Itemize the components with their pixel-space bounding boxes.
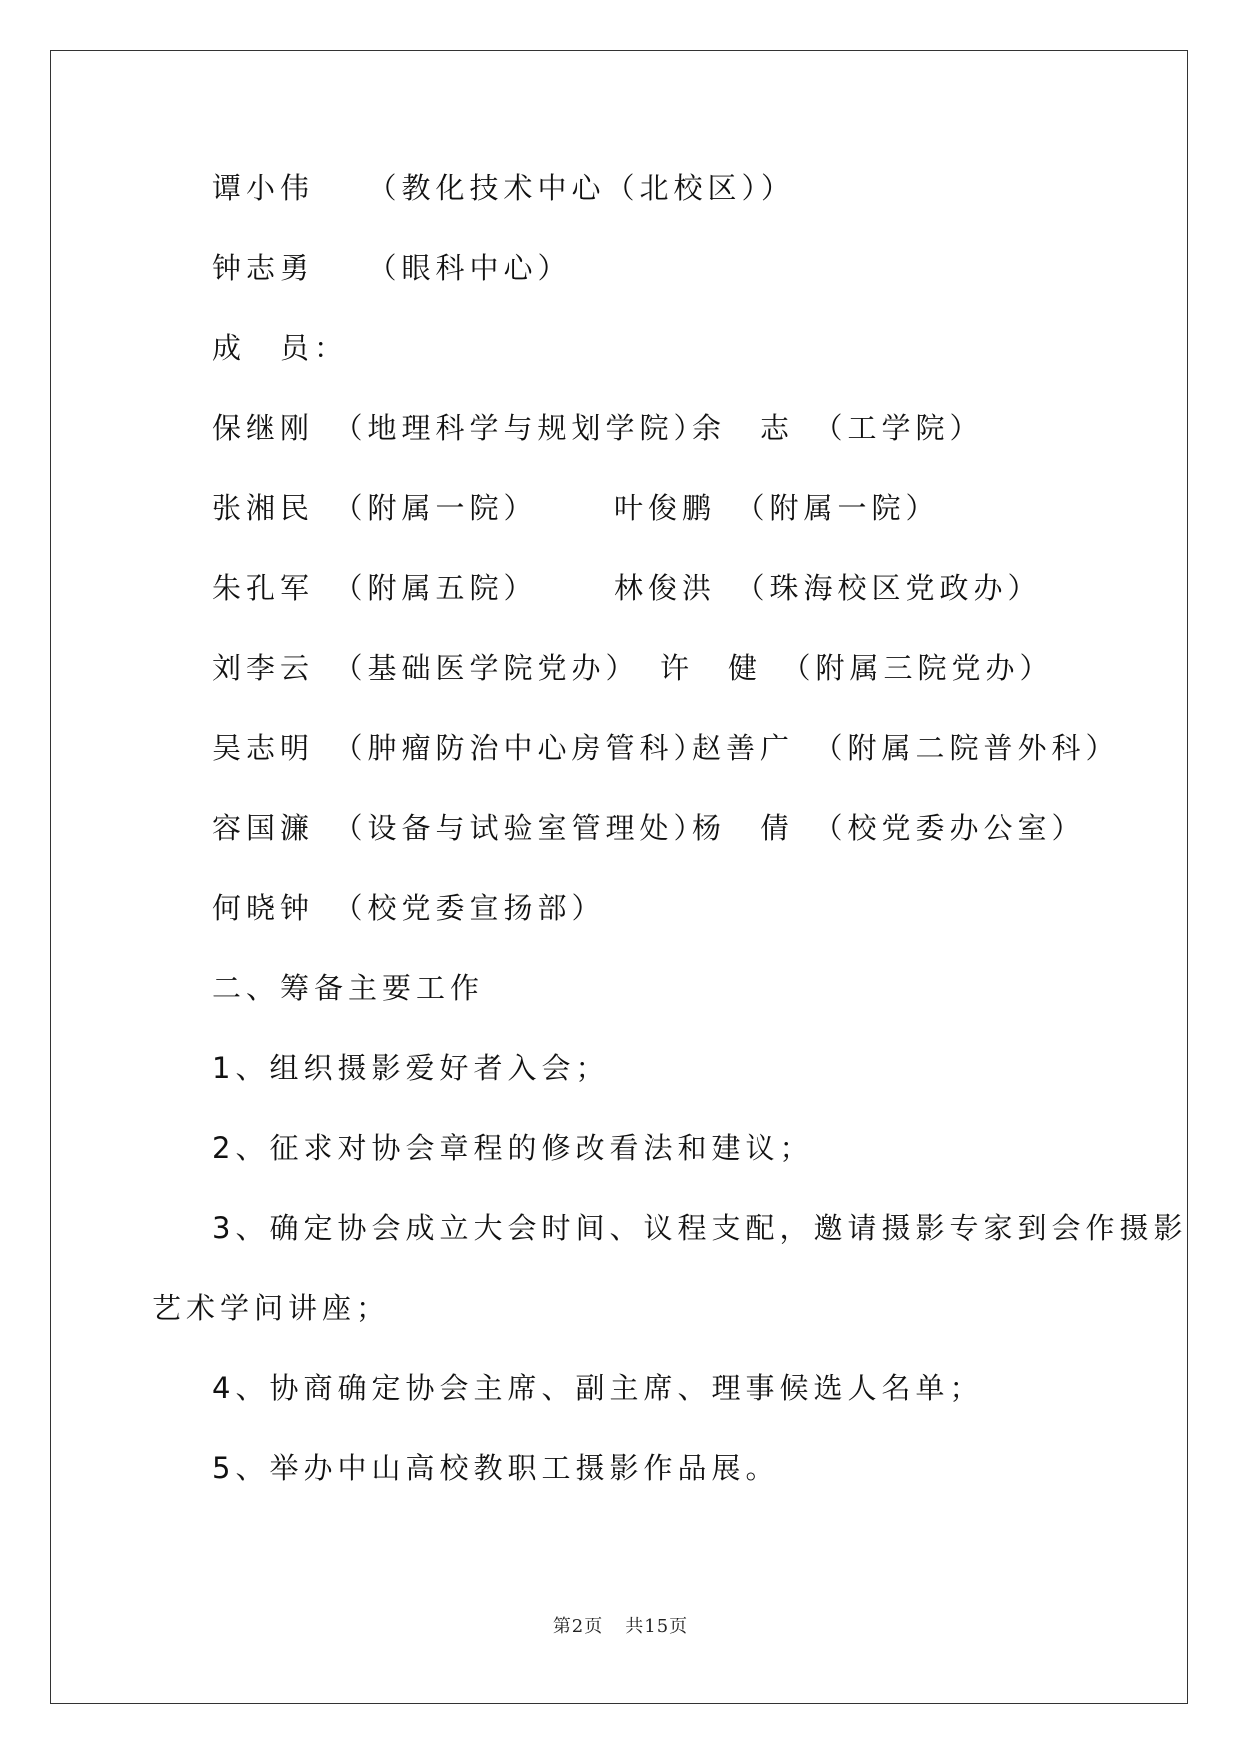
member-entry: 余 志 （工学院） — [692, 411, 984, 445]
member-entry: 吴志明 （肿瘤防治中心房管科） — [212, 731, 708, 765]
task-item: 2、征求对协会章程的修改看法和建议； — [212, 1131, 814, 1165]
member-entry: 朱孔军 （附属五院） — [212, 571, 538, 605]
task-item: 4、协商确定协会主席、副主席、理事候选人名单； — [212, 1371, 984, 1405]
member-entry: 许 健 （附属三院党办） — [660, 651, 1054, 685]
member-entry: 刘李云 （基础医学院党办） — [212, 651, 640, 685]
member-entry: 杨 倩 （校党委办公室） — [692, 811, 1086, 845]
page-total: 共15页 — [625, 1616, 689, 1637]
task-item: 3、确定协会成立大会时间、议程支配，邀请摄影专家到会作摄影 — [212, 1211, 1188, 1245]
member-entry: 保继刚 （地理科学与规划学院） — [212, 411, 708, 445]
members-heading: 成 员： — [212, 331, 349, 365]
member-row: 何晓钟 （校党委宣扬部） — [212, 891, 606, 925]
line-tan-xiaowei: 谭小伟 （教化技术中心（北校区）） — [212, 171, 796, 205]
page-number: 第2页 — [552, 1616, 604, 1637]
member-entry: 赵善广 （附属二院普外科） — [692, 731, 1120, 765]
member-entry: 张湘民 （附属一院） — [212, 491, 538, 525]
page-footer — [0, 1612, 1241, 1638]
member-entry: 林俊洪 （珠海校区党政办） — [614, 571, 1042, 605]
task-item: 1、组织摄影爱好者入会； — [212, 1051, 610, 1085]
member-entry: 容国濂 （设备与试验室管理处） — [212, 811, 708, 845]
task-item: 5、举办中山高校教职工摄影作品展。 — [212, 1451, 780, 1485]
section-heading: 二、筹备主要工作 — [212, 971, 485, 1005]
member-entry: 叶俊鹏 （附属一院） — [614, 491, 940, 525]
line-zhong-zhiyong: 钟志勇 （眼科中心） — [212, 251, 572, 285]
task-item-continuation: 艺术学问讲座； — [152, 1291, 391, 1325]
